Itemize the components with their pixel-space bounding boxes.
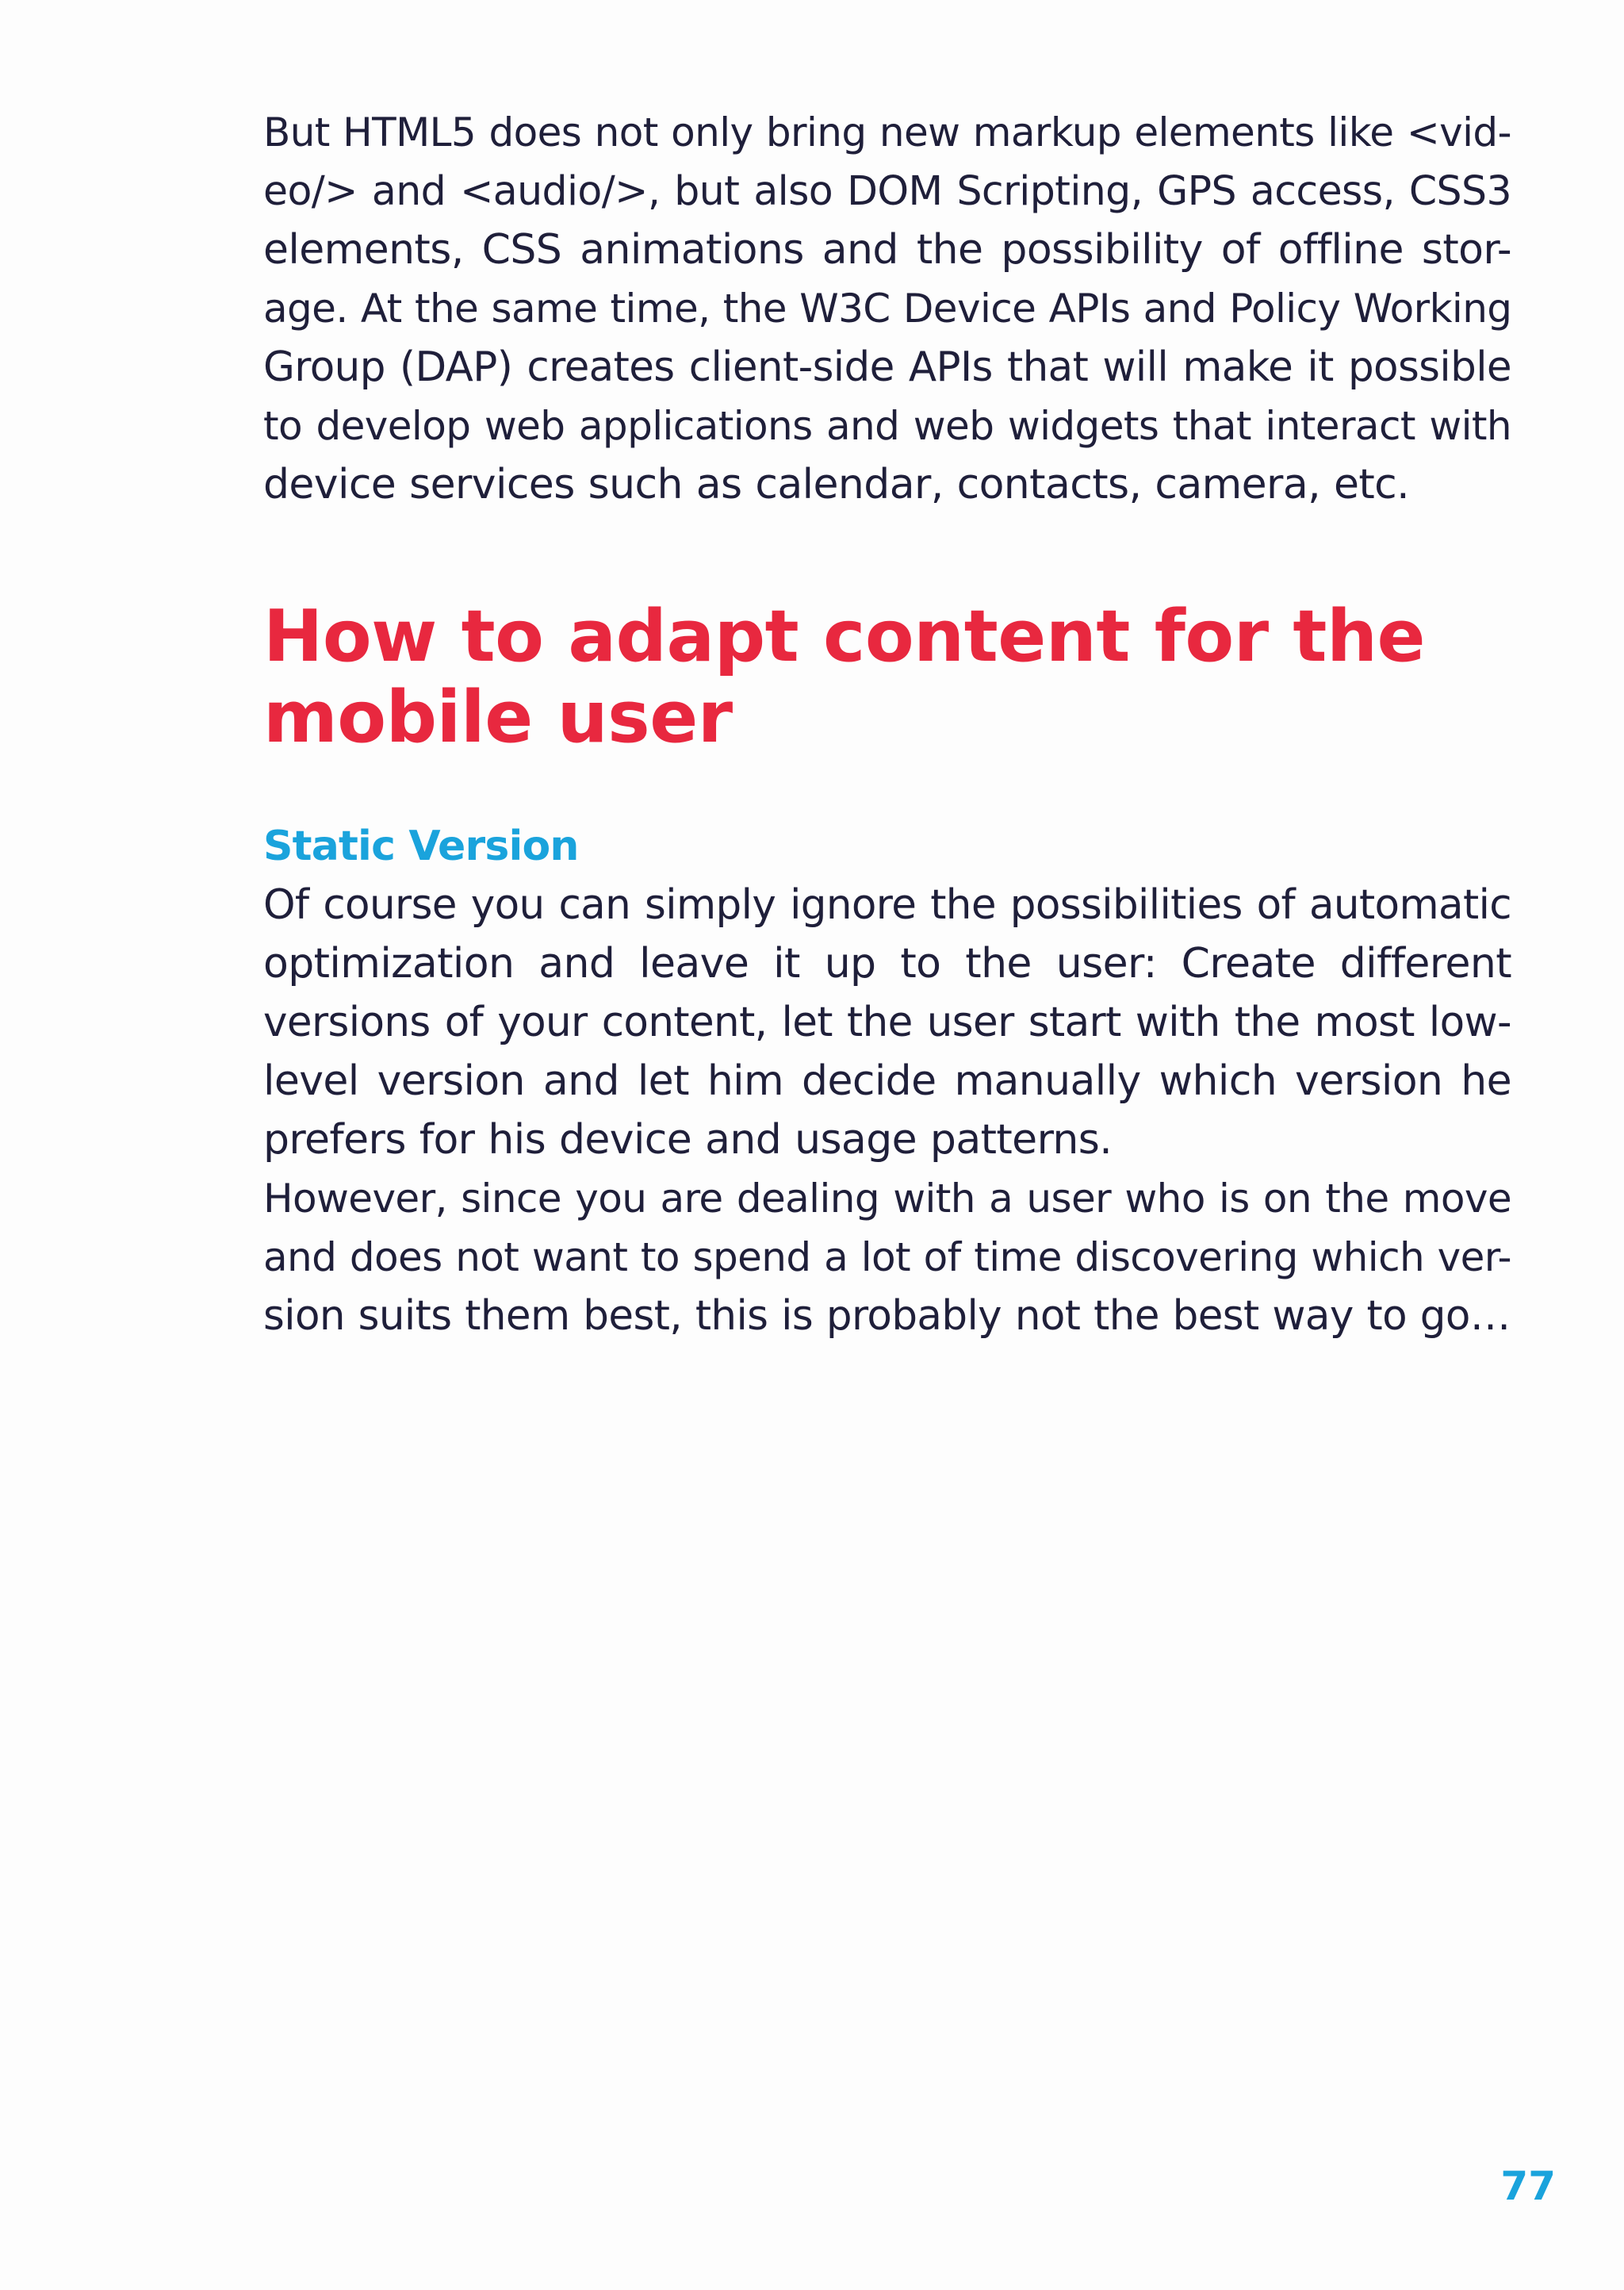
body1-line: level version and let him decide manually which version he [263,1057,1511,1105]
body2-line: sion suits them best, this is probably not the best way to go… [263,1292,1511,1340]
subsection-heading: Static Version [263,823,579,870]
heading-line: How to adapt content for the [263,595,1426,678]
intro-line: But HTML5 does not only bring new markup elements like <vid- [263,109,1511,155]
body2-line: However, since you are dealing with a user who is on the move [263,1176,1511,1222]
body1-line: versions of your content, let the user start with the most low- [263,999,1511,1046]
body1-line: prefers for his device and usage patterns. [263,1116,1113,1164]
body-paragraph-1 [263,876,1511,1169]
body1-line: optimization and leave it up to the user: Create different [263,940,1511,988]
intro-line: to develop web applications and web widgets that interact with [263,403,1511,449]
heading-line: mobile user [263,676,733,759]
page-number: 77 [1500,2163,1556,2209]
body1-line: Of course you can simply ignore the possibilities of automatic [263,881,1511,929]
body2-line: and does not want to spend a lot of time discovering which ver- [263,1234,1511,1280]
intro-line: age. At the same time, the W3C Device APIs and Policy Working [263,286,1512,332]
intro-line: Group (DAP) creates client-side APIs that will make it possible [263,343,1511,391]
body-paragraph-2 [263,1169,1511,1345]
intro-line: device services such as calendar, contacts, camera, etc. [263,461,1410,508]
intro-line: eo/> and <audio/>, but also DOM Scripting, GPS access, CSS3 [263,167,1511,214]
intro-line: elements, CSS animations and the possibility of offline stor- [263,226,1511,274]
intro-paragraph [263,103,1511,514]
section-heading [263,596,1511,758]
